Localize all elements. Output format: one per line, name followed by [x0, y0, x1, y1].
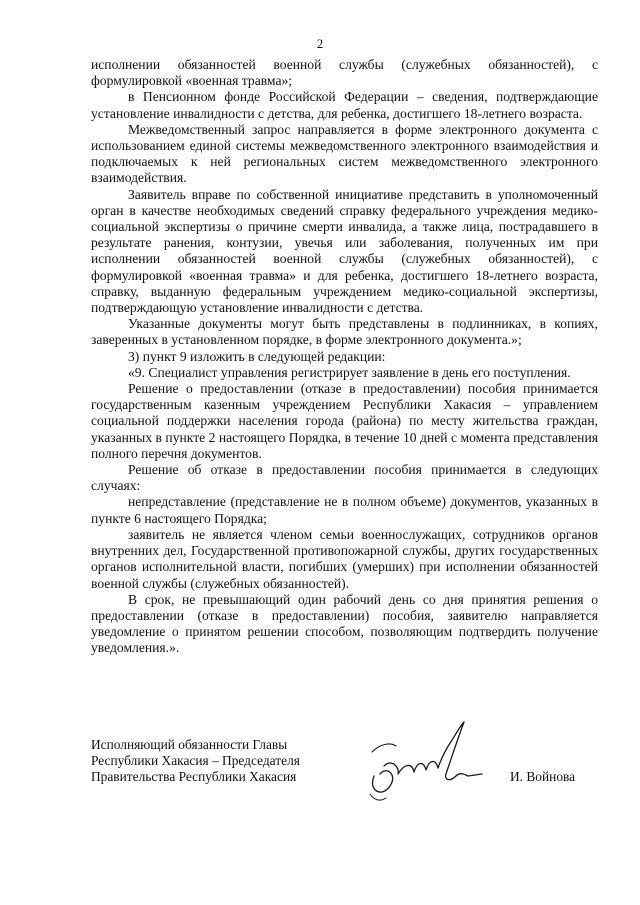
paragraph: Межведомственный запрос направляется в форме электронного документа с использованием единой системы межведомственного электронного взаимодействия и подключаемых к ней региональных систем межведомственного электронного взаимодействия. [91, 121, 598, 186]
paragraph: в Пенсионном фонде Российской Федерации – сведения, подтверждающие установление инвалидности с детства, для ребенка, достигшего 18-летнего возраста. [91, 89, 598, 121]
paragraph: 3) пункт 9 изложить в следующей редакции: [128, 348, 386, 364]
position-line: Правительства Республики Хакасия [91, 769, 297, 784]
paragraph: «9. Специалист управления регистрирует заявление в день его поступления. [128, 364, 571, 380]
paragraph: непредставление (представление не в полном объеме) документов, указанных в пункте 6 настоящего Порядка; [91, 494, 598, 526]
paragraph: Решение о предоставлении (отказе в предоставлении) пособия принимается государственным казенным учреждением Республики Хакасия – управлением социальной поддержки населения города (района) по месту жительства граждан, указанных в пункте 2 настоящего Порядка, в течение 10 дней с момента представления полного перечня документов. [91, 381, 598, 461]
page-number: 2 [316, 36, 324, 51]
signer-name: И. Войнова [510, 769, 576, 784]
signatory-position [91, 737, 391, 785]
paragraph: Решение об отказе в предоставлении пособия принимается в следующих случаях: [91, 462, 598, 494]
position-line: Республики Хакасия – Председателя [91, 753, 300, 768]
paragraph: Заявитель вправе по собственной инициативе представить в уполномоченный орган в качестве необходимых сведений справку федерального учреждения медико-социальной экспертизы о причине смерти инвалида, а также лица, пострадавшего в результате ранения, контузии, увечья или заболевания, полученных им при исполнении обязанностей военной службы (служебных обязанностей), с формулировкой «военная травма» и для ребенка, достигшего 18-летнего возраста, справку, выданную федеральным учреждением медико-социальной экспертизы, подтверждающую установление инвалидности с детства. [91, 186, 598, 316]
paragraph: исполнении обязанностей военной службы (служебных обязанностей), с формулировкой «военная травма»; [91, 57, 598, 89]
paragraph: Указанные документы могут быть представлены в подлинниках, в копиях, заверенных в установленном порядке, в форме электронного документа.»; [91, 316, 598, 348]
paragraph: заявитель не является членом семьи военнослужащих, сотрудников органов внутренних дел, Государственной противопожарной службы, других государственных органов исполнительной власти, погибших (умерших) при исполнении обязанностей военной службы (служебных обязанностей). [91, 526, 598, 591]
handwritten-signature [360, 716, 500, 806]
paragraph: В срок, не превышающий один рабочий день со дня принятия решения о предоставлении (отказе в предоставлении) пособия, заявителю направляется уведомление о принятом решении способом, позволяющим подтвердить получение уведомления.». [91, 591, 598, 656]
position-line: Исполняющий обязанности Главы [91, 737, 288, 752]
document-body [91, 57, 598, 657]
